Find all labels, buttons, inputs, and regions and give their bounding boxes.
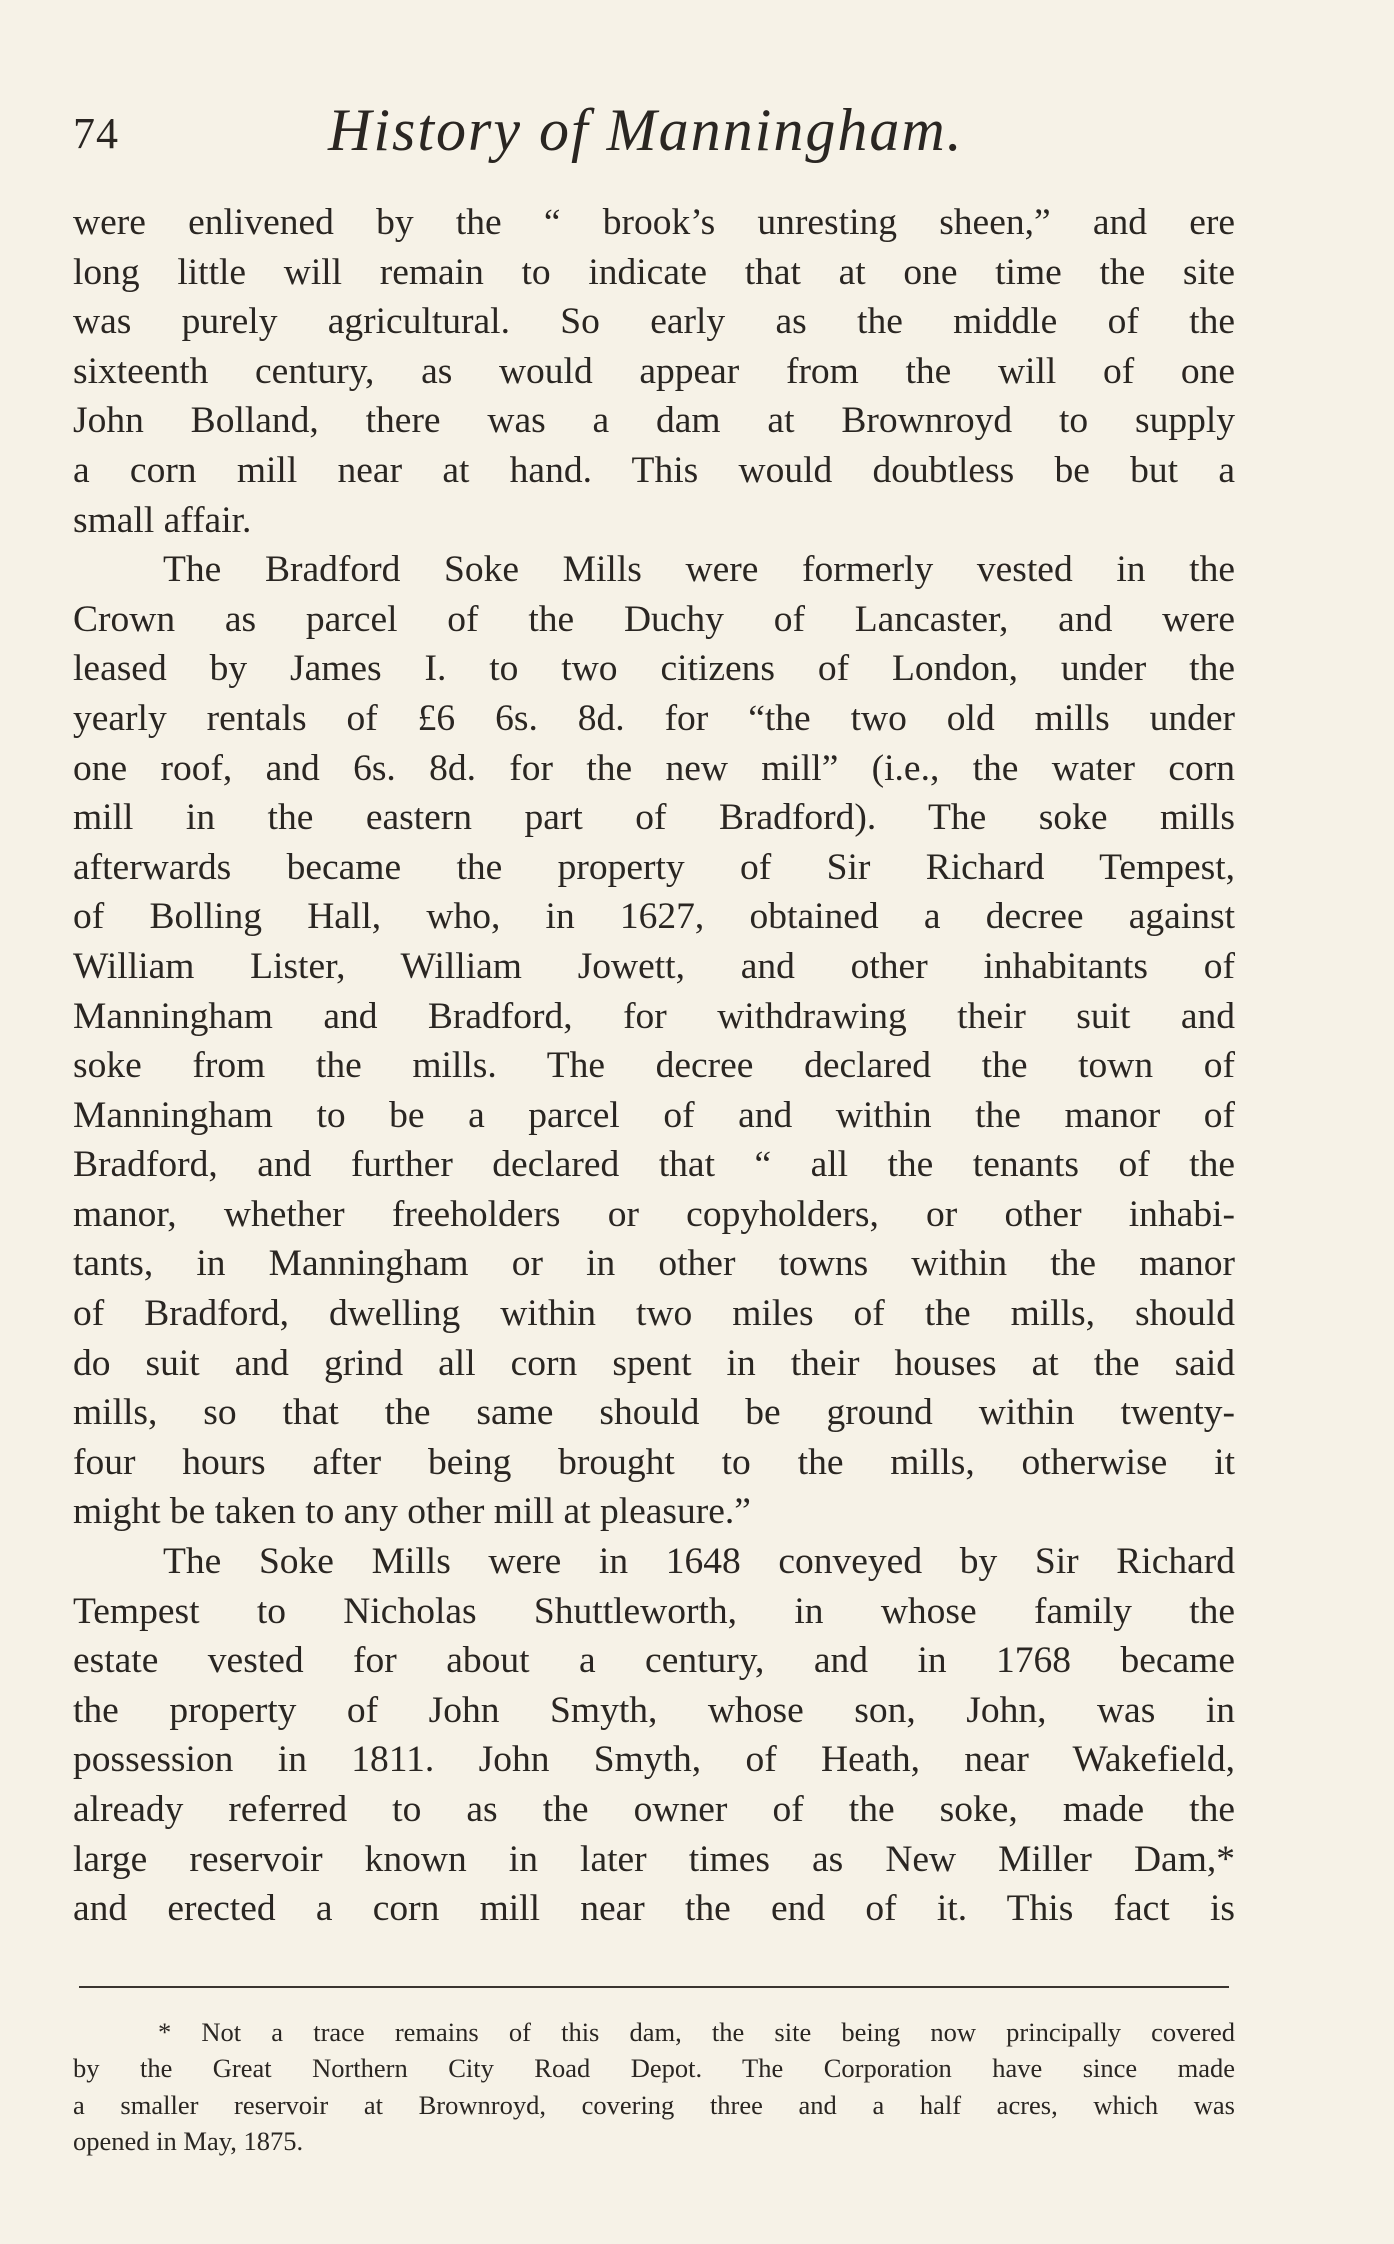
footnote-line: by the Great Northern City Road Depot. The Corporation have since made	[73, 2053, 1235, 2084]
text-line: do suit and grind all corn spent in their houses at the said	[73, 1342, 1235, 1384]
book-page	[73, 96, 1235, 2160]
text-line: leased by James I. to two citizens of London, under the	[73, 648, 1235, 690]
text-line: mills, so that the same should be ground within twenty-	[73, 1392, 1235, 1434]
text-line: afterwards became the property of Sir Richard Tempest,	[73, 846, 1235, 888]
footnote	[73, 2014, 1235, 2160]
text-line: Manningham and Bradford, for withdrawing their suit and	[73, 995, 1235, 1037]
text-line: might be taken to any other mill at pleasure.”	[73, 1491, 751, 1533]
text-line: manor, whether freeholders or copyholders, or other inhabi-	[73, 1193, 1235, 1235]
text-line: one roof, and 6s. 8d. for the new mill” (i.e., the water corn	[73, 747, 1235, 789]
text-line: large reservoir known in later times as New Miller Dam,*	[73, 1838, 1235, 1880]
text-line: and erected a corn mill near the end of it. This fact is	[73, 1888, 1235, 1930]
text-line: Tempest to Nicholas Shuttleworth, in whose family the	[73, 1590, 1235, 1632]
body-text	[73, 198, 1235, 1934]
text-line: soke from the mills. The decree declared the town of	[73, 1045, 1235, 1087]
text-line: possession in 1811. John Smyth, of Heath, near Wakefield,	[73, 1739, 1235, 1781]
footnote-line: opened in May, 1875.	[73, 2126, 304, 2157]
running-title: History of Manningham.	[328, 97, 964, 163]
text-line: sixteenth century, as would appear from the will of one	[73, 350, 1235, 392]
text-line: The Soke Mills were in 1648 conveyed by Sir Richard	[163, 1541, 1235, 1583]
text-line: was purely agricultural. So early as the middle of the	[73, 301, 1235, 343]
footnote-line: a smaller reservoir at Brownroyd, covering three and a half acres, which was	[73, 2089, 1235, 2120]
text-line: were enlivened by the “ brook’s unresting sheen,” and ere	[73, 202, 1235, 243]
text-line: of Bradford, dwelling within two miles of the mills, should	[73, 1293, 1235, 1335]
text-line: four hours after being brought to the mills, otherwise it	[73, 1441, 1235, 1483]
text-line: Bradford, and further declared that “ all the tenants of the	[73, 1144, 1235, 1186]
text-line: the property of John Smyth, whose son, John, was in	[73, 1689, 1235, 1731]
text-line: already referred to as the owner of the soke, made the	[73, 1789, 1235, 1830]
page-header	[73, 96, 1235, 176]
text-line: yearly rentals of £6 6s. 8d. for “the two old mills under	[73, 697, 1235, 739]
page-number: 74	[73, 109, 119, 158]
text-line: long little will remain to indicate that at one time the site	[73, 251, 1235, 293]
text-line: John Bolland, there was a dam at Brownroyd to supply	[73, 400, 1235, 442]
text-line: small affair.	[73, 499, 252, 541]
footnote-divider	[79, 1986, 1229, 1988]
text-line: of Bolling Hall, who, in 1627, obtained a decree against	[73, 896, 1235, 938]
text-line: Manningham to be a parcel of and within the manor of	[73, 1094, 1235, 1136]
text-line: Crown as parcel of the Duchy of Lancaster, and were	[73, 598, 1235, 640]
text-line: tants, in Manningham or in other towns within the manor	[73, 1243, 1235, 1285]
text-line: a corn mill near at hand. This would doubtless be but a	[73, 449, 1235, 491]
text-line: William Lister, William Jowett, and other inhabitants of	[73, 945, 1235, 987]
text-line: mill in the eastern part of Bradford). The soke mills	[73, 797, 1235, 839]
text-line: The Bradford Soke Mills were formerly vested in the	[163, 549, 1235, 591]
text-line: estate vested for about a century, and in 1768 became	[73, 1640, 1235, 1682]
footnote-line: * Not a trace remains of this dam, the site being now principally covered	[158, 2016, 1235, 2047]
